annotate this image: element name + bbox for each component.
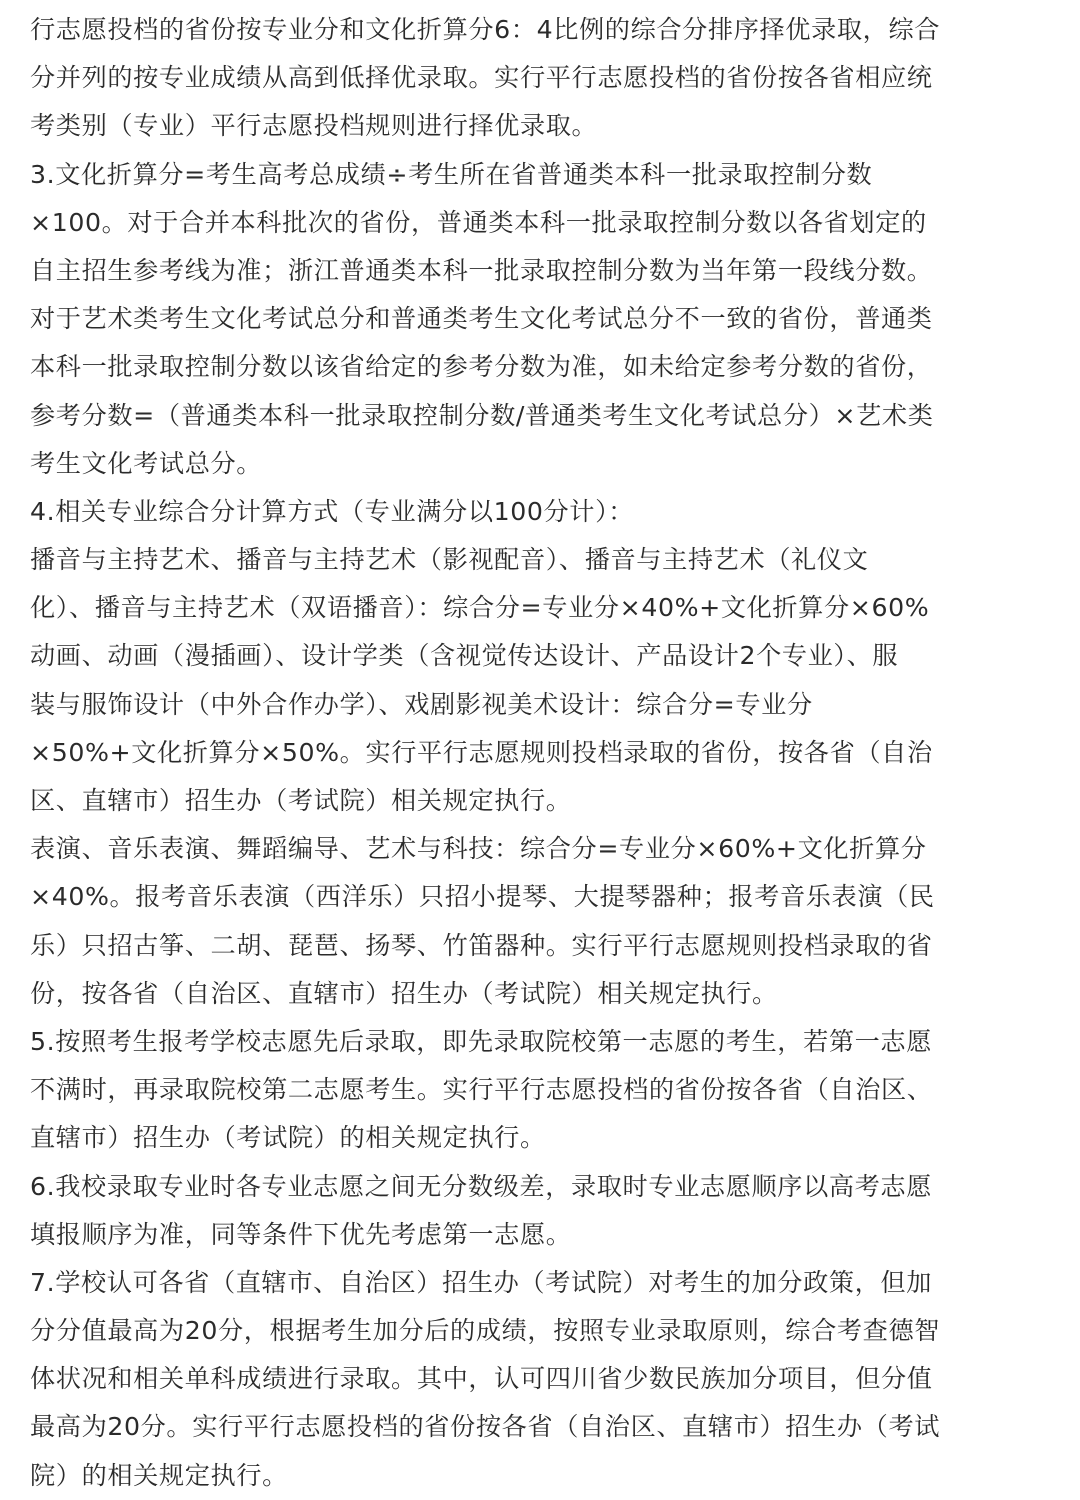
document-body: [30, 6, 1052, 1500]
text-line: 分并列的按专业成绩从高到低择优录取。实行平行志愿投档的省份按各省相应统: [30, 63, 933, 93]
text-line: 本科一批录取控制分数以该省给定的参考分数为准，如未给定参考分数的省份，: [30, 352, 933, 382]
text-line: 化）、播音与主持艺术（双语播音）：综合分=专业分×40%+文化折算分×60%: [30, 593, 930, 623]
text-line: 4.相关专业综合分计算方式（专业满分以100分计）：: [30, 496, 635, 526]
text-line: 区、直辖市）招生办（考试院）相关规定执行。: [30, 786, 572, 815]
text-line: 装与服饰设计（中外合作办学）、戏剧影视美术设计：综合分=专业分: [30, 689, 813, 719]
text-line: 表演、音乐表演、舞蹈编导、艺术与科技：综合分=专业分×60%+文化折算分: [30, 834, 927, 864]
text-line: 最高为20分。实行平行志愿投档的省份按各省（自治区、直辖市）招生办（考试: [30, 1412, 941, 1442]
text-line: 3.文化折算分=考生高考总成绩÷考生所在省普通类本科一批录取控制分数: [30, 159, 873, 189]
text-line: 考生文化考试总分。: [30, 448, 263, 478]
text-line: 6.我校录取专业时各专业志愿之间无分数级差，录取时专业志愿顺序以高考志愿: [30, 1171, 933, 1201]
text-line: 分分值最高为20分，根据考生加分后的成绩，按照专业录取原则，综合考查德智: [30, 1316, 941, 1346]
text-line: 院）的相关规定执行。: [30, 1460, 288, 1490]
text-line: 体状况和相关单科成绩进行录取。其中，认可四川省少数民族加分项目，但分值: [30, 1364, 933, 1394]
text-line: 填报顺序为准，同等条件下优先考虑第一志愿。: [30, 1219, 572, 1249]
text-line: ×40%。报考音乐表演（西洋乐）只招小提琴、大提琴器种；报考音乐表演（民: [30, 882, 935, 912]
text-line: ×50%+文化折算分×50%。实行平行志愿规则投档录取的省份，按各省（自治: [30, 737, 933, 767]
text-line: 5.按照考生报考学校志愿先后录取，即先录取院校第一志愿的考生，若第一志愿: [30, 1026, 933, 1056]
text-line: 动画、动画（漫插画）、设计学类（含视觉传达设计、产品设计2个专业）、服: [30, 641, 899, 671]
text-line: 乐）只招古筝、二胡、琵琶、扬琴、竹笛器种。实行平行志愿规则投档录取的省: [30, 930, 933, 960]
text-line: 不满时，再录取院校第二志愿考生。实行平行志愿投档的省份按各省（自治区、: [30, 1075, 933, 1105]
text-line: 7.学校认可各省（直辖市、自治区）招生办（考试院）对考生的加分政策，但加: [30, 1267, 933, 1297]
text-line: 行志愿投档的省份按专业分和文化折算分6：4比例的综合分排序择优录取，综合: [30, 15, 941, 44]
text-line: 播音与主持艺术、播音与主持艺术（影视配音）、播音与主持艺术（礼仪文: [30, 545, 869, 575]
text-line: 份，按各省（自治区、直辖市）招生办（考试院）相关规定执行。: [30, 978, 778, 1008]
text-line: 参考分数=（普通类本科一批录取控制分数/普通类考生文化考试总分）×艺术类: [30, 400, 934, 430]
text-line: ×100。对于合并本科批次的省份，普通类本科一批录取控制分数以各省划定的: [30, 207, 927, 237]
text-line: 考类别（专业）平行志愿投档规则进行择优录取。: [30, 111, 598, 141]
text-line: 直辖市）招生办（考试院）的相关规定执行。: [30, 1123, 546, 1153]
text-line: 自主招生参考线为准；浙江普通类本科一批录取控制分数为当年第一段线分数。: [30, 255, 933, 285]
text-line: 对于艺术类考生文化考试总分和普通类考生文化考试总分不一致的省份，普通类: [30, 304, 933, 334]
